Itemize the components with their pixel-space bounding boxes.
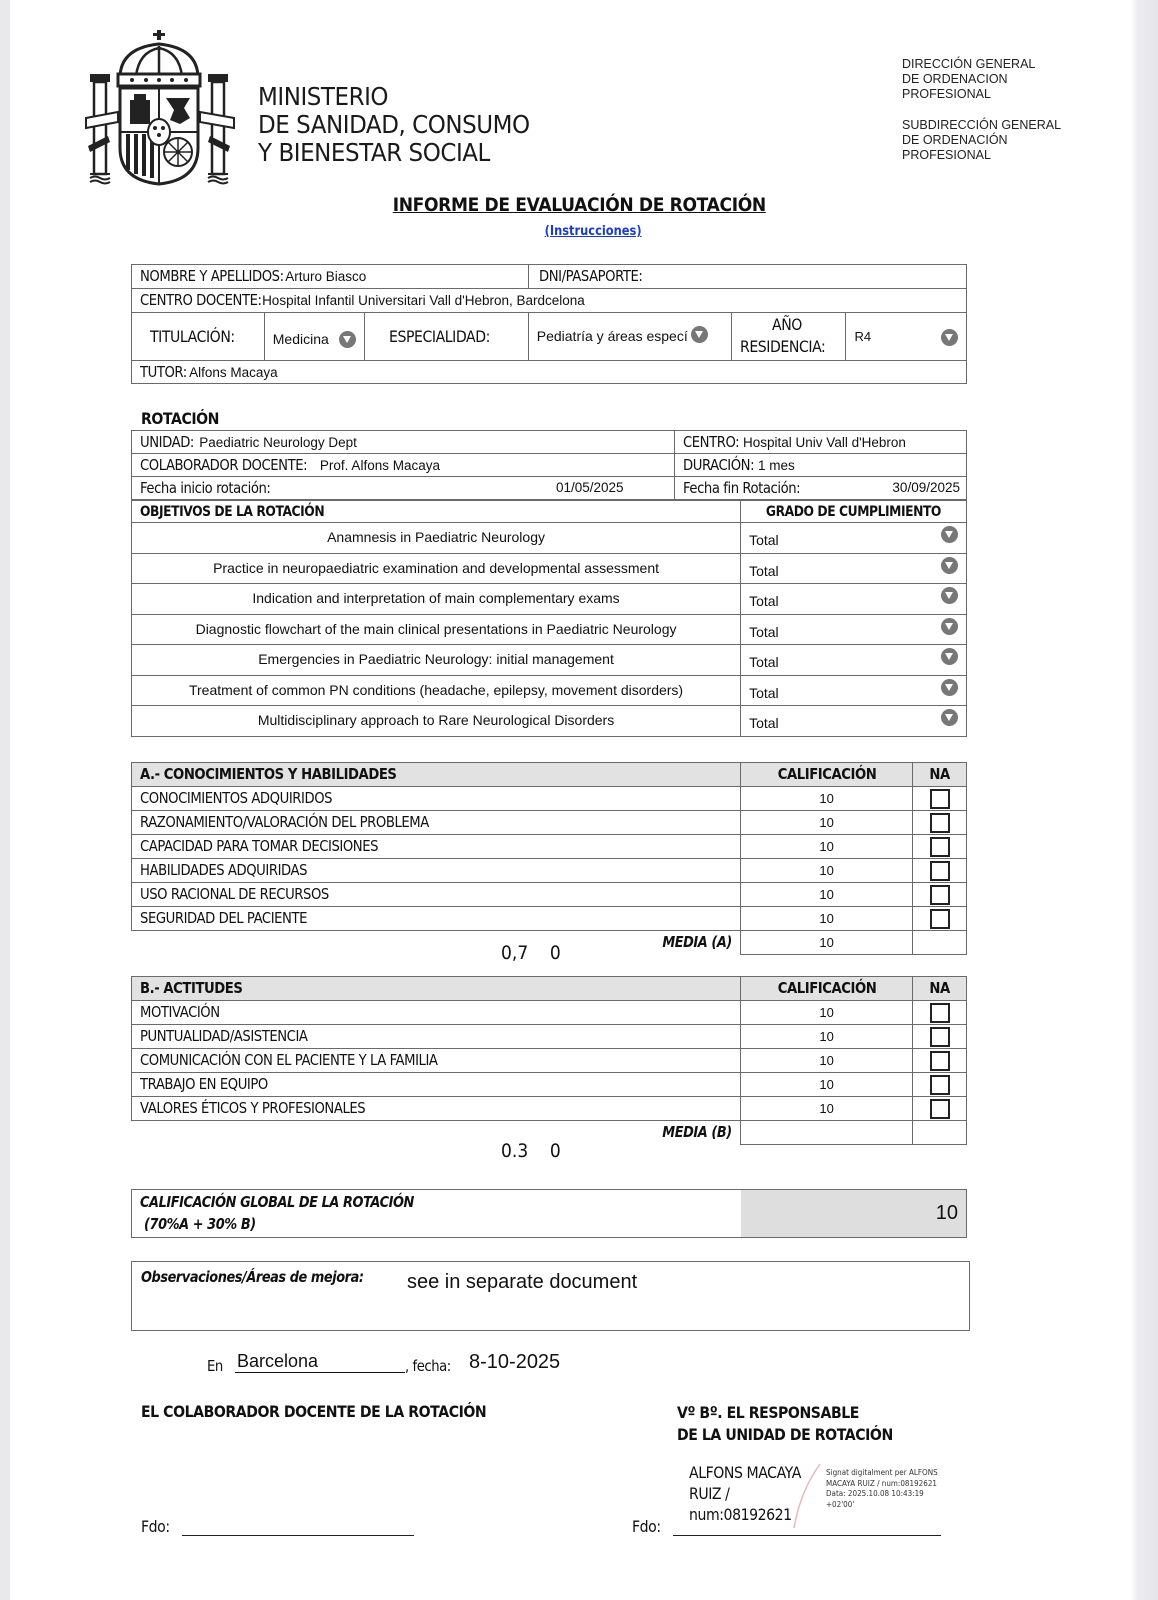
observations-box[interactable] <box>131 1261 970 1331</box>
section-b-table: B.- ACTITUDES CALIFICACIÓN NA MOTIVACIÓN 10 PUNTUALIDAD/ASISTENCIA 10 COMUNICACIÓN CON EL PACIENTE Y LA FAMILIA 10 TRABAJO EN EQUIPO 10 VALORES ÉTICOS Y PROFESIONALES 10 MEDIA (B) <box>131 976 967 1145</box>
centro-docente-value: Hospital Infantil Universitari Vall d'Hebron, Bardcelona <box>262 293 585 308</box>
criterion-row: CONOCIMIENTOS ADQUIRIDOS 10 <box>132 787 967 811</box>
spain-coat-of-arms-icon <box>84 28 236 188</box>
unidad-value: Paediatric Neurology Dept <box>199 434 357 450</box>
grado-select[interactable]: Total <box>741 523 967 554</box>
right-signature-title: Vº Bº. EL RESPONSABLE DE LA UNIDAD DE ROTACIÓN <box>677 1403 893 1444</box>
digital-signature-stamp: Signat digitalment per ALFONS MACAYA RUIZ / num:08192621 Data: 2025.10.08 10:43:19 +02'00' <box>826 1468 938 1509</box>
dropdown-arrow-icon[interactable] <box>941 329 958 346</box>
na-checkbox[interactable] <box>930 1051 950 1071</box>
dropdown-arrow-icon[interactable] <box>339 331 356 348</box>
dropdown-arrow-icon[interactable] <box>941 679 958 696</box>
dropdown-arrow-icon[interactable] <box>941 648 958 665</box>
score-field[interactable]: 10 <box>741 787 913 811</box>
dropdown-arrow-icon[interactable] <box>691 326 708 343</box>
grado-select[interactable]: Total <box>741 706 967 737</box>
observations-label: Observaciones/Áreas de mejora: <box>141 1268 364 1286</box>
objectives-table: OBJETIVOS DE LA ROTACIÓN GRADO DE CUMPLIMIENTO Anamnesis in Paediatric Neurology Total Practice in neuropaediatric examination and developmental assessment Total Indication and interpretation of main complementary exams Total Diagnostic flowchart of the main clinical presentations in Paediatric Neurology Total Emergencies in Paediatric Neurology: initial management Total Treatment of common PN conditions (headache, epilepsy, movement disorders) Total Multidisciplinary approach to Rare Neurological Disorders Total <box>131 500 967 737</box>
na-checkbox[interactable] <box>930 1003 950 1023</box>
na-checkbox[interactable] <box>930 1027 950 1047</box>
media-b-value <box>741 1121 913 1145</box>
criterion-row: MOTIVACIÓN 10 <box>132 1001 967 1025</box>
objective-row: Treatment of common PN conditions (headache, epilepsy, movement disorders) Total <box>132 676 967 706</box>
colaborador-value: Prof. Alfons Macaya <box>319 457 440 473</box>
objective-row: Indication and interpretation of main complementary exams Total <box>132 584 967 615</box>
right-fdo: Fdo: <box>632 1517 665 1537</box>
grado-select[interactable]: Total <box>741 615 967 645</box>
media-a-value: 10 <box>741 931 913 955</box>
duracion-value: 1 mes <box>758 457 795 473</box>
criterion-row: TRABAJO EN EQUIPO 10 <box>132 1073 967 1097</box>
na-checkbox[interactable] <box>930 909 950 929</box>
dropdown-arrow-icon[interactable] <box>941 557 958 574</box>
na-checkbox[interactable] <box>930 789 950 809</box>
criterion-row: USO RACIONAL DE RECURSOS 10 <box>132 883 967 907</box>
weight-a: 0,7 0 <box>501 942 561 964</box>
grado-select[interactable]: Total <box>741 554 967 584</box>
signature-stroke-icon <box>790 1462 830 1532</box>
date-field[interactable]: 8-10-2025 <box>469 1351 561 1373</box>
dropdown-arrow-icon[interactable] <box>941 526 958 543</box>
rotation-table: UNIDAD: Paediatric Neurology Dept CENTRO: Hospital Univ Vall d'Hebron COLABORADOR DOCENTE: Prof. Alfons Macaya DURACIÓN: 1 mes Fecha inicio rotación: 01/05/2025 Fecha fin Rotación: 30/09/2025 <box>131 430 967 500</box>
criterion-row: COMUNICACIÓN CON EL PACIENTE Y LA FAMILIA 10 <box>132 1049 967 1073</box>
grado-select[interactable]: Total <box>741 584 967 615</box>
place-date-row: En Barcelona , fecha: 8-10-2025 <box>207 1351 561 1375</box>
criterion-row: CAPACIDAD PARA TOMAR DECISIONES 10 <box>132 835 967 859</box>
na-checkbox[interactable] <box>930 1099 950 1119</box>
grado-select[interactable]: Total <box>741 676 967 706</box>
observations-value: see in separate document <box>407 1271 638 1293</box>
na-checkbox[interactable] <box>930 1075 950 1095</box>
objective-row: Practice in neuropaediatric examination and developmental assessment Total <box>132 554 967 584</box>
na-checkbox[interactable] <box>930 885 950 905</box>
na-checkbox[interactable] <box>930 861 950 881</box>
score-field[interactable]: 10 <box>741 811 913 835</box>
dropdown-arrow-icon[interactable] <box>941 587 958 604</box>
criterion-row: PUNTUALIDAD/ASISTENCIA 10 <box>132 1025 967 1049</box>
left-fdo: Fdo: <box>141 1517 174 1537</box>
score-field[interactable]: 10 <box>741 1001 913 1025</box>
criterion-row: HABILIDADES ADQUIRIDAS 10 <box>132 859 967 883</box>
media-b-label: MEDIA (B) <box>662 1123 733 1142</box>
global-grade-table: CALIFICACIÓN GLOBAL DE LA ROTACIÓN (70%A + 30% B) 10 <box>131 1189 967 1238</box>
resident-info-table: NOMBRE Y APELLIDOS: Arturo Biasco DNI/PASAPORTE: CENTRO DOCENTE:Hospital Infantil Universitari Vall d'Hebron, Bardcelona TITULACIÓN: Medicina ESPECIALIDAD: Pediatría y áreas especí AÑO RESIDENCIA: R4 TUTOR: Alfons Macaya <box>131 264 967 384</box>
place-field[interactable]: Barcelona <box>235 1351 405 1373</box>
centro-value: Hospital Univ Vall d'Hebron <box>743 434 906 450</box>
dropdown-arrow-icon[interactable] <box>941 709 958 726</box>
score-field[interactable]: 10 <box>741 1049 913 1073</box>
na-checkbox[interactable] <box>930 837 950 857</box>
especialidad-select[interactable]: Pediatría y áreas especí <box>528 313 732 361</box>
objective-row: Diagnostic flowchart of the main clinical presentations in Paediatric Neurology Total <box>132 615 967 645</box>
media-a-label: MEDIA (A) <box>662 933 733 952</box>
objective-row: Multidisciplinary approach to Rare Neurological Disorders Total <box>132 706 967 737</box>
left-signature-title: EL COLABORADOR DOCENTE DE LA ROTACIÓN <box>141 1402 487 1421</box>
criterion-row: VALORES ÉTICOS Y PROFESIONALES 10 <box>132 1097 967 1121</box>
criterion-row: SEGURIDAD DEL PACIENTE 10 <box>132 907 967 931</box>
titulacion-select[interactable]: Medicina <box>264 313 364 361</box>
instructions-link-wrap <box>0 222 1158 240</box>
global-grade-value: 10 <box>741 1190 967 1238</box>
page-left-edge <box>0 0 10 1600</box>
score-field[interactable]: 10 <box>741 1097 913 1121</box>
criterion-row: RAZONAMIENTO/VALORACIÓN DEL PROBLEMA 10 <box>132 811 967 835</box>
rotation-section-title: ROTACIÓN <box>141 409 220 428</box>
na-checkbox[interactable] <box>930 813 950 833</box>
score-field[interactable]: 10 <box>741 1025 913 1049</box>
weight-b: 0.3 0 <box>501 1140 561 1162</box>
objective-row: Emergencies in Paediatric Neurology: initial management Total <box>132 645 967 676</box>
score-field[interactable]: 10 <box>741 859 913 883</box>
score-field[interactable]: 10 <box>741 883 913 907</box>
page-right-edge <box>1130 0 1158 1600</box>
fecha-fin-value: 30/09/2025 <box>892 480 960 495</box>
section-a-table: A.- CONOCIMIENTOS Y HABILIDADES CALIFICACIÓN NA CONOCIMIENTOS ADQUIRIDOS 10 RAZONAMIENTO/VALORACIÓN DEL PROBLEMA 10 CAPACIDAD PARA TOMAR DECISIONES 10 HABILIDADES ADQUIRIDAS 10 USO RACIONAL DE RECURSOS 10 SEGURIDAD DEL PACIENTE 10 MEDIA (A) 10 <box>131 762 967 955</box>
signer-name: ALFONS MACAYA RUIZ / num:08192621 <box>689 1463 801 1524</box>
score-field[interactable]: 10 <box>741 907 913 931</box>
dropdown-arrow-icon[interactable] <box>941 618 958 635</box>
score-field[interactable]: 10 <box>741 1073 913 1097</box>
anio-residencia-select[interactable]: R4 <box>846 313 967 361</box>
page-title: INFORME DE EVALUACIÓN DE ROTACIÓN <box>392 194 766 216</box>
objective-row: Anamnesis in Paediatric Neurology Total <box>132 523 967 554</box>
score-field[interactable]: 10 <box>741 835 913 859</box>
direction-block: DIRECCIÓN GENERAL DE ORDENACION PROFESIONAL SUBDIRECCIÓN GENERAL DE ORDENACIÓN PROFESIONAL <box>902 57 1062 162</box>
fecha-inicio-value: 01/05/2025 <box>556 480 624 495</box>
name-value: Arturo Biasco <box>285 269 367 284</box>
right-signature-line[interactable] <box>673 1535 941 1536</box>
instructions-link[interactable]: (Instrucciones) <box>544 224 642 239</box>
left-signature-line[interactable] <box>182 1535 414 1536</box>
ministry-name: MINISTERIO DE SANIDAD, CONSUMO Y BIENESTAR SOCIAL <box>258 82 530 167</box>
grado-select[interactable]: Total <box>741 645 967 676</box>
tutor-value: Alfons Macaya <box>189 364 278 380</box>
